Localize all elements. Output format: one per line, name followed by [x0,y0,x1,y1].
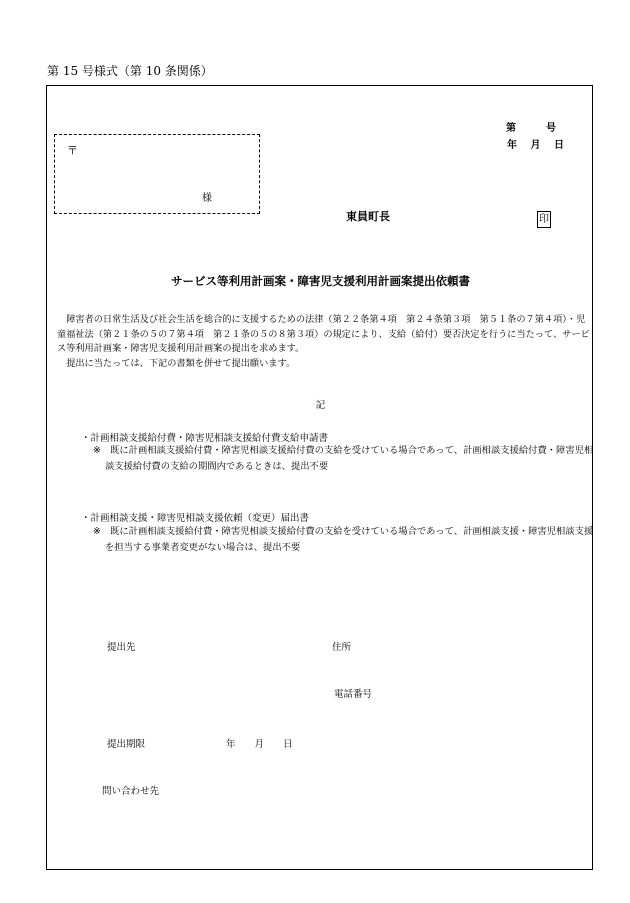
addressee-box [54,134,260,214]
document-date: 年 月 日 [507,140,564,151]
addressee-suffix: 様 [202,193,212,204]
deadline-date: 年 月 日 [226,739,293,750]
list-item-title: ・計画相談支援給付費・障害児相談支援給付費支給申請書 [81,433,329,444]
mayor-title: 東員町長 [346,210,390,223]
list-item-note: ※ 既に計画相談支援給付費・障害児相談支援給付費の支給を受けている場合であって、計画相談支援給付費・障害児相談支援給付費の支給の期間内であるときは、提出不要 [93,445,594,472]
phone-label: 電話番号 [334,689,373,700]
contact-label: 問い合わせ先 [102,786,160,797]
list-item-note: ※ 既に計画相談支援給付費・障害児相談支援給付費の支給を受けている場合であって、計画相談支援・障害児相談支援を担当する事業者変更がない場合は、提出不要 [93,526,594,553]
document-title: サービス等利用計画案・障害児支援利用計画案提出依頼書 [171,274,470,288]
document-frame [46,85,593,870]
list-item-title: ・計画相談支援・障害児相談支援依頼（変更）届出書 [81,513,310,524]
seal-mark: 印 [537,207,551,228]
document-number: 第 号 [506,123,556,134]
body-paragraph: 提出に当たっては、下記の書類を併せて提出願います。 [66,357,296,369]
submit-to-label: 提出先 [107,642,136,653]
address-label: 住所 [332,642,352,653]
form-number-label: 第 15 号様式（第 10 条関係） [47,64,213,78]
ki-heading: 記 [315,400,326,411]
body-text [57,313,591,371]
postal-mark: 〒 [67,144,78,157]
body-paragraph: 障害者の日常生活及び社会生活を総合的に支援するための法律（第２２条第４項 第２４条第３項 第５１条の７第４項）・児童福祉法（第２１条の５の７第４項 第２１条の５の８第３項）の規定により、支給（給付）要否決定を行うに当たって、サービス等利用計画案・障害児支援利用計画案の提出を求めます。 [57,314,590,354]
deadline-label: 提出期限 [107,739,146,750]
